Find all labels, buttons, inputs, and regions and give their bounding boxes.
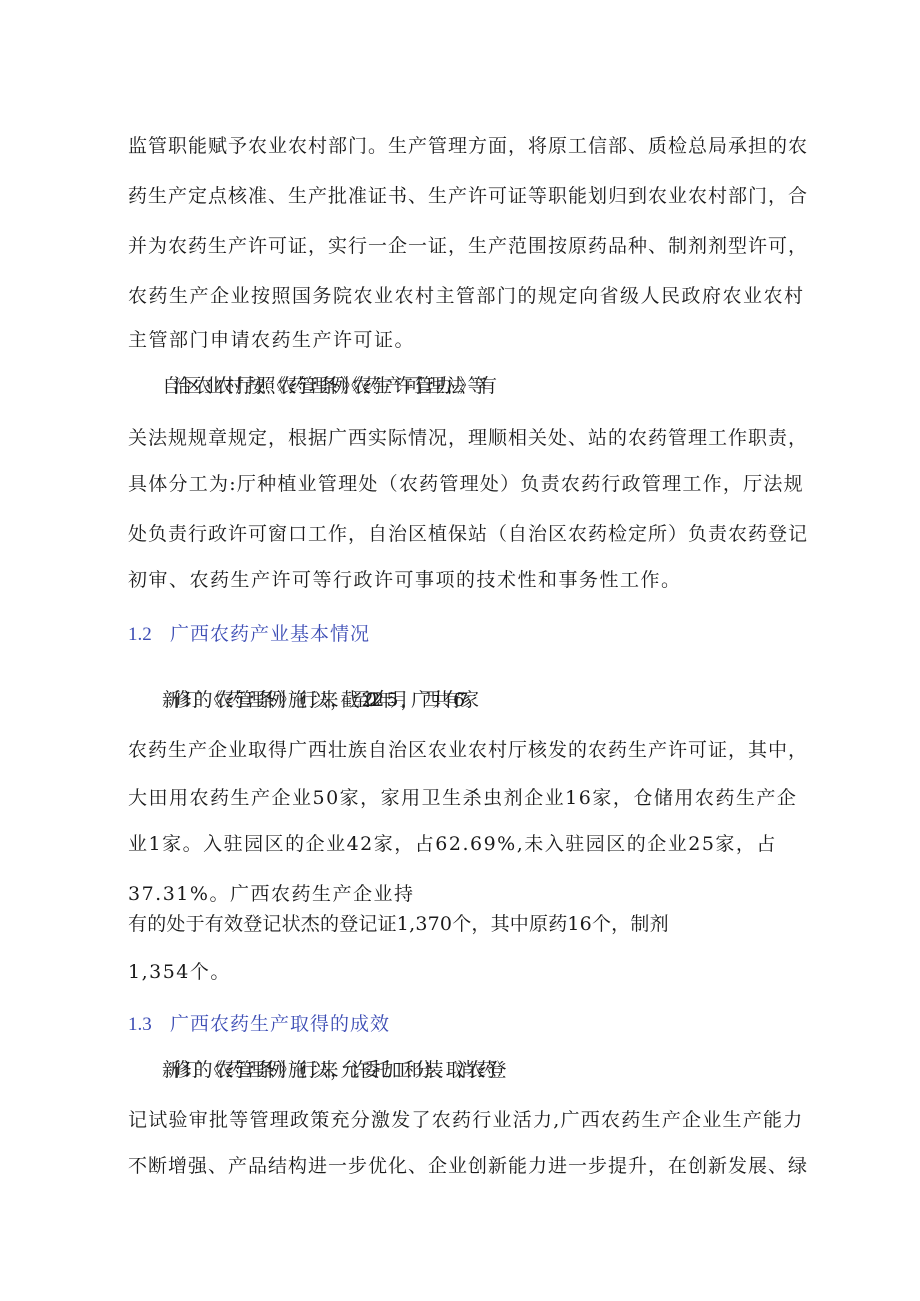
paragraph-line: 具体分工为:厅种植业管理处（农药管理处）负责农药行政管理工作，厅法规 [128,473,804,495]
paragraph-line: 农药生产企业按照国务院农业农村主管部门的规定向省级人民政府农业农村 [128,285,805,307]
paragraph-line: 新修订的《农药管理条例》施行以来，截至2022年5月，广西共有67家 [162,689,471,711]
section-number: 1.3 [128,1014,152,1035]
paragraph-line: 不断增强、产品结构进一步优化、企业创新能力进一步提升，在创新发展、绿 [128,1155,809,1177]
section-title: 广西农药产业基本情况 [170,623,371,645]
paragraph-line: 新修订的《农药管理条例》施行以来，允许委托加工和分装、取消农药登 [162,1059,499,1081]
paragraph-line: 业1家。入驻园区的企业42家，占62.69%,未入驻园区的企业25家，占 [128,833,777,855]
paragraph-line: 自治区农业农村厅按照《农药管理条例》《农药生产许可管理办法》等有 [162,375,489,397]
paragraph-line: 37.31%。广西农药生产企业持 [128,883,415,905]
section-heading-1-3 [128,1010,390,1039]
section-title: 广西农药生产取得的成效 [170,1013,391,1035]
paragraph-line: 处负责行政许可窗口工作，自治区植保站（自治区农药检定所）负责农药登记 [128,523,809,545]
paragraph-line: 主管部门申请农药生产许可证。 [128,329,416,351]
paragraph-line: 记试验审批等管理政策充分激发了农药行业活力,广西农药生产企业生产能力 [128,1109,804,1131]
paragraph-line: 有的处于有效登记状杰的登记证1,370个，其中原药16个，制剂 [128,913,669,935]
paragraph-line: 监管职能赋予农业农村部门。生产管理方面，将原工信部、质检总局承担的农 [128,135,809,157]
section-heading-1-2 [128,620,370,649]
paragraph-line: 药生产定点核准、生产批准证书、生产许可证等职能划归到农业农村部门，合 [128,185,809,207]
paragraph-line: 并为农药生产许可证，实行一企一证，生产范围按原药品种、制剂剂型许可， [128,235,809,257]
paragraph-line: 农药生产企业取得广西壮族自治区农业农村厅核发的农药生产许可证，其中， [128,739,809,761]
paragraph-line: 初审、农药生产许可等行政许可事项的技术性和事务性工作。 [128,569,682,591]
section-number: 1.2 [128,624,152,645]
paragraph-line: 1,354个。 [128,961,231,983]
paragraph-line: 关法规规章规定，根据广西实际情况，理顺相关处、站的农药管理工作职责， [128,427,809,449]
paragraph-line: 大田用农药生产企业50家，家用卫生杀虫剂企业16家，仓储用农药生产企 [128,787,798,809]
